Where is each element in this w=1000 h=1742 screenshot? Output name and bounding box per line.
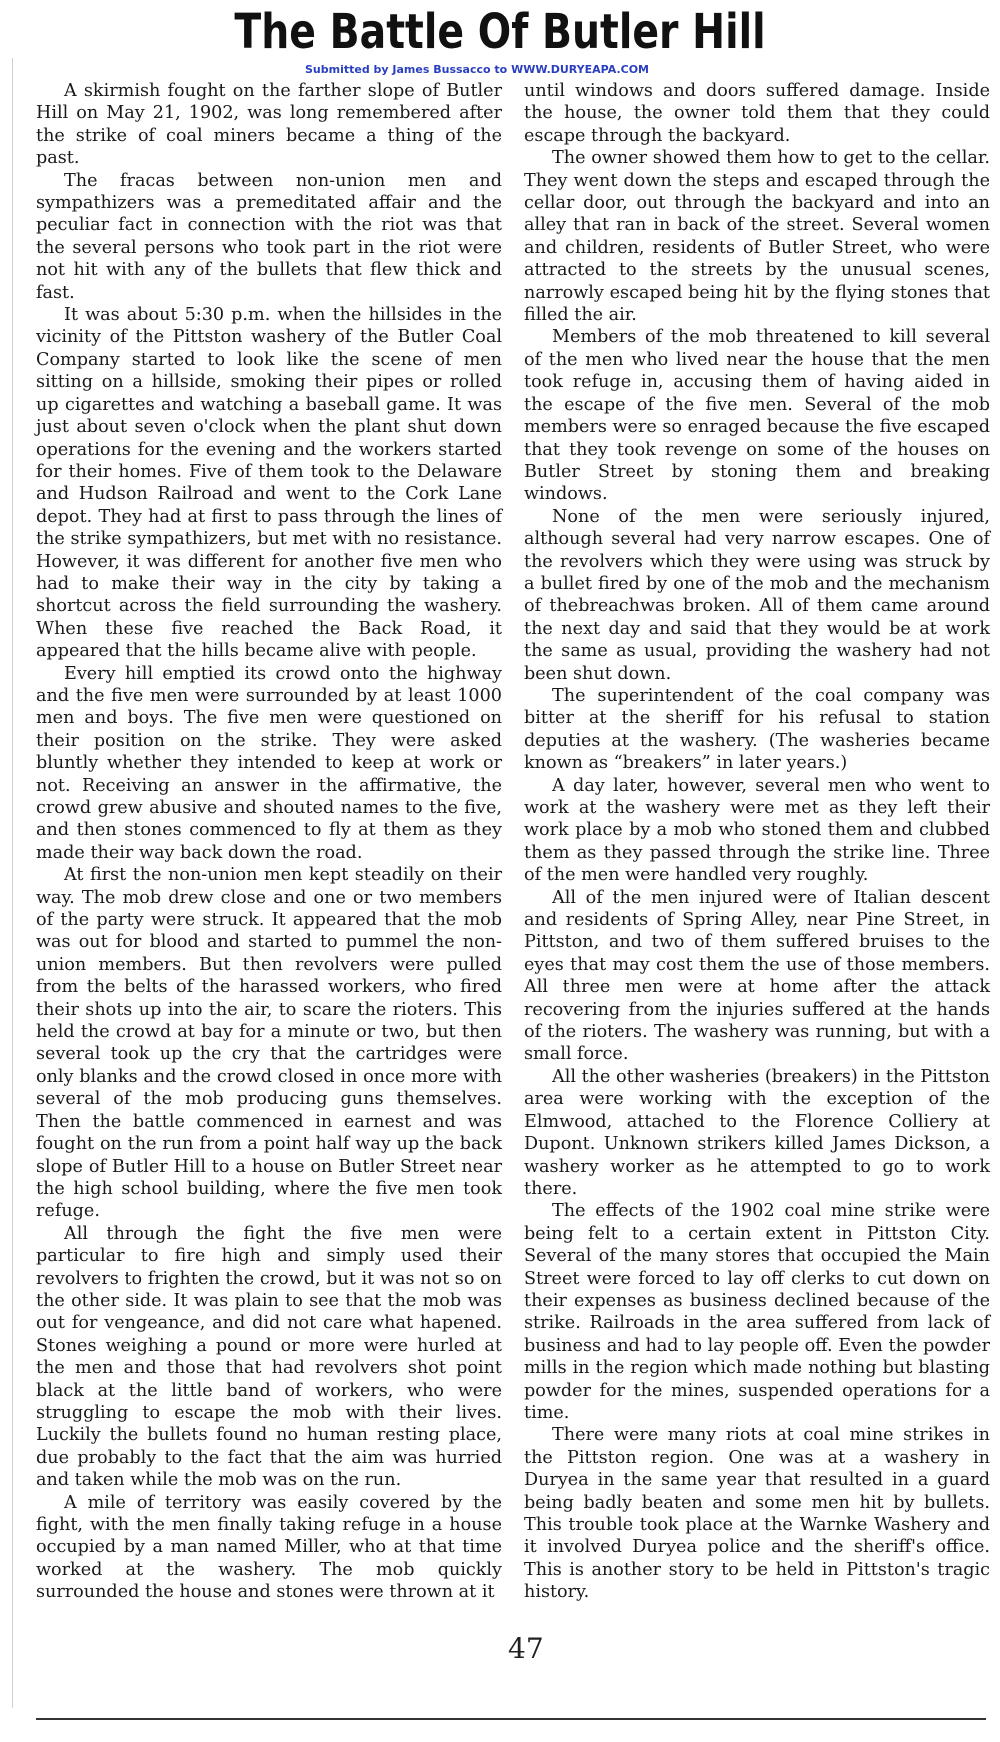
- right-column: [524, 80, 990, 1604]
- paragraph: The effects of the 1902 coal mine strike were being felt to a certain extent in Pittston City. Several of the many stores that occupied the Main Street were forced to lay off clerks to cut down on their expenses as business declined because of the strike. Railroads in the area suffered from lack of business and had to lay people off. Even the powder mills in the region which made nothing but blasting powder for the mines, suspended operations for a time.: [524, 1201, 990, 1423]
- submission-credit: [305, 63, 649, 76]
- paragraph: A skirmish fought on the farther slope of Butler Hill on May 21, 1902, was long remembered after the strike of coal miners became a thing of the past.: [36, 81, 502, 169]
- paragraph: The superintendent of the coal company was bitter at the sheriff for his refusal to station deputies at the washery. (The washeries became known as “breakers” in later years.): [524, 685, 990, 774]
- left-column: [36, 80, 502, 1604]
- paragraph: until windows and doors suffered damage. Inside the house, the owner told them that they could escape through the backyard.: [524, 81, 990, 146]
- paragraph: All of the men injured were of Italian descent and residents of Spring Alley, near Pine Street, in Pittston, and two of them suffered bruises to the eyes that may cost them the use of those members. All three men were at home after the attack recovering from the injuries suffered at the hands of the rioters. The washery was running, but with a small force.: [524, 887, 990, 1065]
- paragraph: The owner showed them how to get to the cellar. They went down the steps and escaped through the cellar door, out through the backyard and into an alley that ran in back of the street. Several women and children, residents of Butler Street, who were attracted to the streets by the unusual scenes, narrowly escaped being hit by the flying stones that filled the air.: [524, 148, 990, 326]
- paragraph: The fracas between non-union men and sympathizers was a premeditated affair and the peculiar fact in connection with the riot was that the several persons who took part in the riot were not hit with any of the bullets that flew thick and fast.: [36, 170, 502, 303]
- bottom-divider: [36, 1718, 986, 1720]
- paragraph: All the other washeries (breakers) in the Pittston area were working with the exception of the Elmwood, attached to the Florence Colliery at Dupont. Unknown strikers killed James Dickson, a washery worker as he attempted to go to work there.: [524, 1066, 990, 1199]
- credit-url-link[interactable]: WWW.DURYEAPA.COM: [511, 63, 649, 76]
- paragraph: It was about 5:30 p.m. when the hillsides in the vicinity of the Pittston washery of the Butler Coal Company started to look like the scene of men sitting on a hillside, smoking their pipes or rolled up cigarettes and watching a baseball game. It was just about seven o'clock when the plant shut down operations for the evening and the workers started for their homes. Five of them took to the Delaware and Hudson Railroad and went to the Cork Lane depot. They had at first to pass through the lines of the strike sympathizers, but met with no resistance. However, it was different for another five men who had to make their way in the city by taking a shortcut across the field surrounding the washery. When these five reached the Back Road, it appeared that the hills became alive with people.: [36, 305, 502, 662]
- paragraph: There were many riots at coal mine strikes in the Pittston region. One was at a washery in Duryea in the same year that resulted in a guard being badly beaten and some men hit by bullets. This trouble took place at the Warnke Washery and it involved Duryea police and the sheriff's office. This is another story to be held in Pittston's tragic history.: [524, 1425, 990, 1603]
- scan-edge-line: [12, 58, 13, 1708]
- paragraph: None of the men were seriously injured, although several had very narrow escapes. One of the revolvers which they were using was struck by a bullet fired by one of the mob and the mechanism of thebreachwas broken. All of them came around the next day and said that they would be at work the same as usual, providing the washery had not been shut down.: [524, 506, 990, 684]
- paragraph: Members of the mob threatened to kill several of the men who lived near the house that the men took refuge in, accusing them of having aided in the escape of the five men. Several of the mob members were so enraged because the five escaped that they took revenge on some of the houses on Butler Street by stoning them and breaking windows.: [524, 327, 990, 505]
- paragraph: Every hill emptied its crowd onto the highway and the five men were surrounded by at least 1000 men and boys. The five men were questioned on their position on the strike. They were asked bluntly whether they intended to keep at work or not. Receiving an answer in the affirmative, the crowd grew abusive and shouted names to the five, and then stones commenced to fly at them as they made their way back down the road.: [36, 663, 502, 863]
- page-number: 47: [508, 1632, 544, 1665]
- paragraph: A mile of territory was easily covered by the fight, with the men finally taking refuge in a house occupied by a man named Miller, who at that time worked at the washery. The mob quickly surrounded the house and stones were thrown at it: [36, 1492, 502, 1603]
- paragraph: All through the fight the five men were particular to fire high and simply used their revolvers to frighten the crowd, but it was not so on the other side. It was plain to see that the mob was out for vengeance, and did not care what hapened. Stones weighing a pound or more were hurled at the men and those that had revolvers shot point black at the little band of workers, who were struggling to escape the mob with their lives. Luckily the bullets found no human resting place, due probably to the fact that the aim was hurried and taken while the mob was on the run.: [36, 1223, 502, 1491]
- credit-text: Submitted by James Bussacco to: [305, 63, 508, 76]
- paragraph: At first the non-union men kept steadily on their way. The mob drew close and one or two members of the party were struck. It appeared that the mob was out for blood and started to pummel the non-union members. But then revolvers were pulled from the belts of the harassed workers, who fired their shots up into the air, to scare the rioters. This held the crowd at bay for a minute or two, but then several took up the cry that the cartridges were only blanks and the crowd closed in once more with several of the mob producing guns themselves. Then the battle commenced in earnest and was fought on the run from a point half way up the back slope of Butler Hill to a house on Butler Street near the high school building, where the five men took refuge.: [36, 865, 502, 1222]
- paragraph: A day later, however, several men who went to work at the washery were met as they left their work place by a mob who stoned them and clubbed them as they passed through the strike line. Three of the men were handled very roughly.: [524, 775, 990, 886]
- article-headline: The Battle Of Butler Hill: [234, 4, 766, 60]
